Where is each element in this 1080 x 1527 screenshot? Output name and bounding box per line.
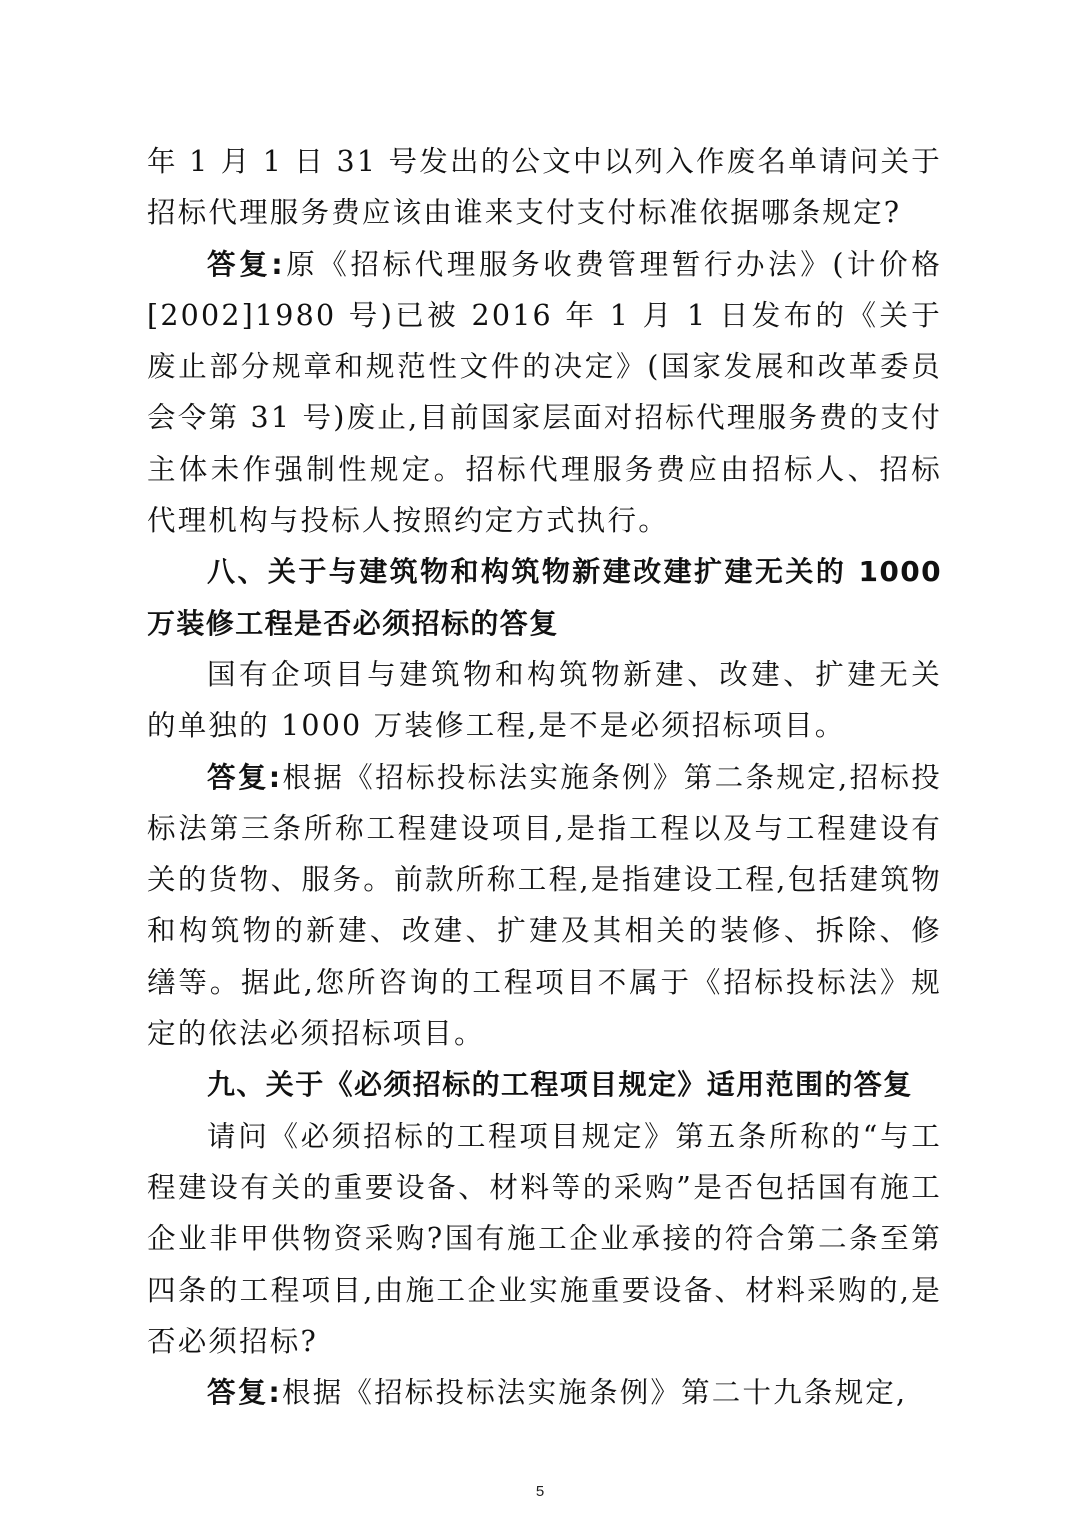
- answer-text: 根据《招标投标法实施条例》第二条规定,招标投标法第三条所称工程建设项目,是指工程以及与工程建设有关的货物、服务。前款所称工程,是指建设工程,包括建筑物和构筑物的新建、改建、扩建及其相关的装修、拆除、修缮等。据此,您所咨询的工程项目不属于《招标投标法》规定的依法必须招标项目。: [147, 760, 942, 1051]
- answer-text: 根据《招标投标法实施条例》第二十九条规定,: [282, 1376, 908, 1410]
- answer-label: 答复:: [207, 760, 283, 794]
- answer-paragraph: [147, 752, 942, 1060]
- section-heading-9: 九、关于《必须招标的工程项目规定》适用范围的答复: [207, 1068, 913, 1102]
- question-paragraph: 国有企项目与建筑物和构筑物新建、改建、扩建无关的单独的 1000 万装修工程,是不是必须招标项目。: [147, 657, 942, 743]
- page-number: 5: [535, 1483, 545, 1500]
- answer-text: 原《招标代理服务收费管理暂行办法》(计价格[2002]1980 号)已被 2016 年 1 月 1 日发布的《关于废止部分规章和规范性文件的决定》(国家发展和改革委员会令第 31 号)废止,目前国家层面对招标代理服务费的支付主体未作强制性规定。招标代理服务费应由招标人、招标代理机构与投标人按照约定方式执行。: [147, 247, 942, 538]
- answer-paragraph: [147, 239, 942, 547]
- document-body: [147, 136, 942, 1418]
- section-heading-8: 八、关于与建筑物和构筑物新建改建扩建无关的 1000 万装修工程是否必须招标的答复: [147, 555, 942, 640]
- question-continuation-paragraph: 年 1 月 1 日 31 号发出的公文中以列入作废名单请问关于招标代理服务费应该由谁来支付支付标准依据哪条规定?: [147, 145, 942, 230]
- question-paragraph: 请问《必须招标的工程项目规定》第五条所称的“与工程建设有关的重要设备、材料等的采购”是否包括国有施工企业非甲供物资采购?国有施工企业承接的符合第二条至第四条的工程项目,由施工企业实施重要设备、材料采购的,是否必须招标?: [147, 1119, 942, 1358]
- answer-label: 答复:: [207, 247, 285, 281]
- answer-paragraph: [147, 1367, 942, 1418]
- answer-label: 答复:: [207, 1376, 282, 1410]
